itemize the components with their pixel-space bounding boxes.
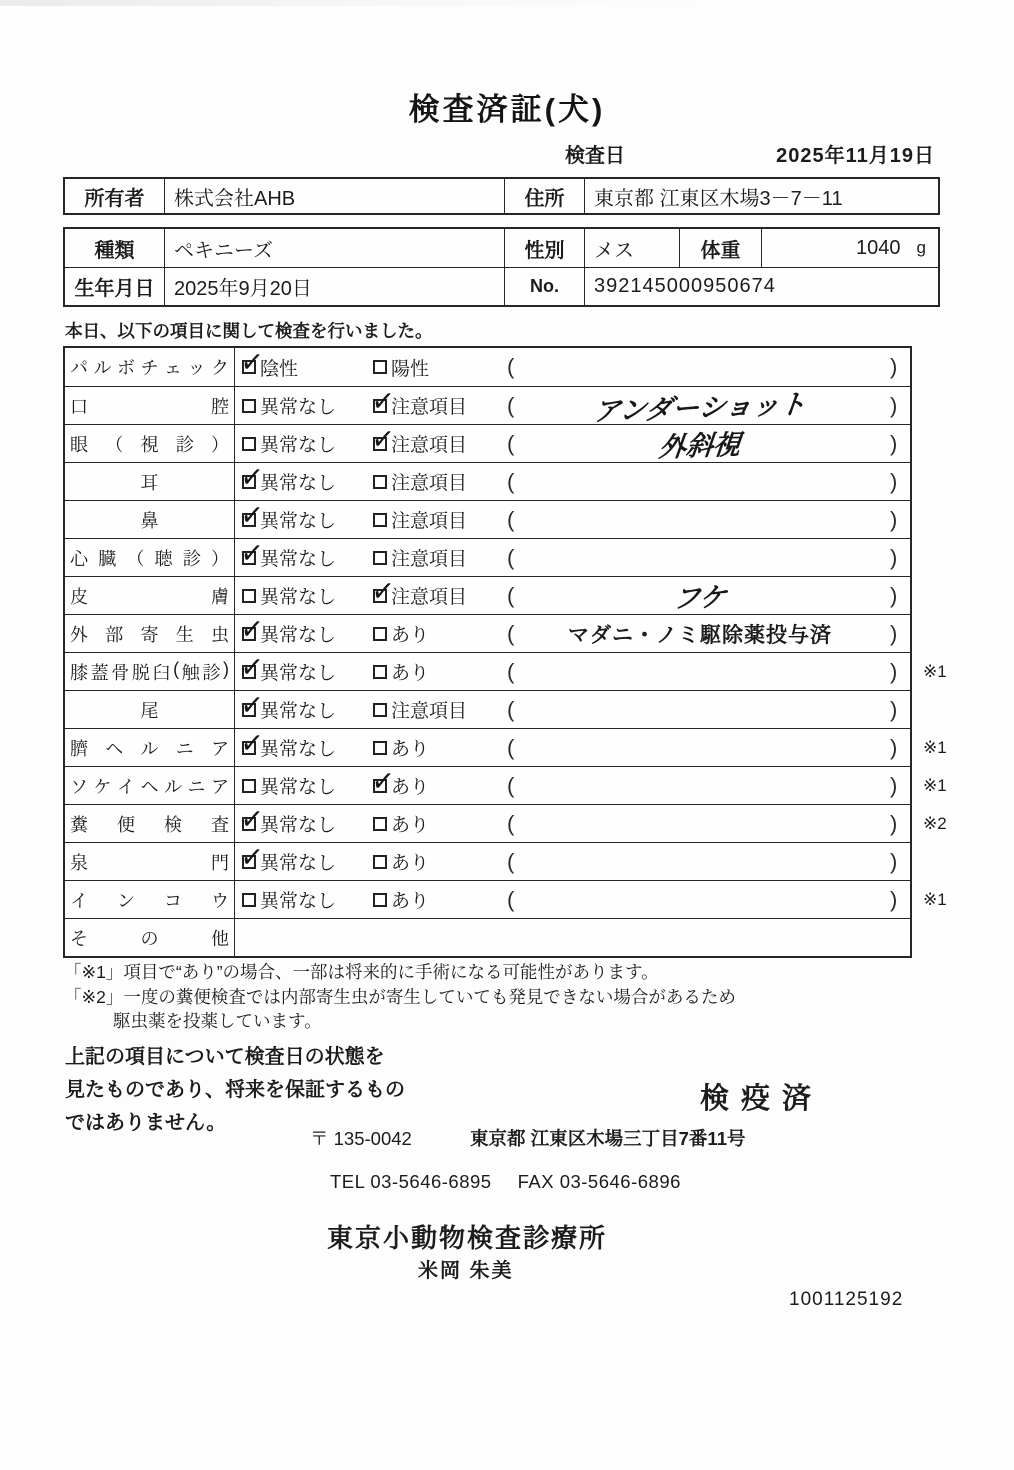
checkbox-icon — [242, 665, 256, 679]
checkbox-icon — [242, 741, 256, 755]
open-paren: ( — [507, 697, 515, 722]
close-paren: ) — [890, 621, 898, 646]
option-2-label: 注意項目 — [391, 473, 468, 494]
row-note: フケ — [671, 582, 728, 615]
row-footnote-mark: ※1 — [923, 890, 947, 909]
option-2-label: 注意項目 — [391, 701, 468, 722]
checklist-row-body — [235, 463, 910, 500]
clinic-name: 東京小動物検査診療所 — [327, 1223, 608, 1253]
owner-value: 株式会社AHB — [165, 179, 505, 213]
close-paren: ) — [890, 697, 898, 722]
row-footnote-mark: ※2 — [923, 814, 947, 833]
option-1-label: 異常なし — [260, 853, 337, 874]
row-note — [520, 653, 880, 690]
option-1 — [242, 767, 336, 804]
option-1 — [242, 805, 336, 842]
checkbox-icon — [373, 360, 387, 374]
weight-value: 1040 — [856, 236, 901, 259]
checklist-row — [65, 652, 947, 690]
checklist-row — [65, 728, 947, 766]
option-2-label: 注意項目 — [391, 587, 468, 608]
checkbox-icon — [242, 437, 256, 451]
option-2-label: あり — [391, 739, 430, 760]
inspection-date-value: 2025年11月19日 — [776, 145, 935, 167]
checklist-row-label-cell — [65, 387, 235, 424]
option-1 — [242, 501, 336, 538]
checklist-row-label-cell — [65, 425, 235, 462]
weight-unit: g — [916, 238, 926, 257]
row-footnote-mark: ※1 — [923, 776, 947, 795]
option-1 — [242, 881, 336, 918]
checklist-row — [65, 386, 910, 427]
checklist-row-label-cell — [65, 348, 235, 386]
option-1 — [242, 577, 336, 614]
option-2-label: あり — [391, 663, 430, 684]
checklist-row-label: 臍 ヘ ル ニ ア — [70, 738, 229, 759]
close-paren: ) — [890, 659, 898, 684]
row-footnote-mark: ※1 — [923, 662, 947, 681]
option-1-label: 異常なし — [260, 473, 337, 494]
checklist-row-label: ソ ケ イ ヘ ル ニ ア — [70, 776, 229, 797]
checklist-row-label: 尾 — [140, 700, 159, 721]
checklist-row-body — [235, 539, 910, 576]
row-note — [520, 767, 880, 804]
option-1-label: 陰性 — [260, 358, 299, 380]
checkbox-icon — [242, 893, 256, 907]
checklist-row-label-cell — [65, 463, 235, 500]
checklist-row-label-cell — [65, 805, 235, 842]
checklist-row-label: 泉 門 — [70, 852, 229, 873]
option-1-label: 異常なし — [260, 663, 337, 684]
owner-table — [63, 177, 940, 215]
checklist-row-label-cell — [65, 653, 235, 690]
close-paren: ) — [890, 354, 898, 379]
row-note — [520, 348, 880, 386]
checklist-row-label-cell — [65, 843, 235, 880]
option-1 — [242, 729, 336, 766]
option-2 — [373, 577, 467, 614]
checklist-row-label: 眼 （ 視 診 ） — [70, 434, 229, 455]
sex-value: メス — [585, 229, 680, 267]
no-label: No. — [505, 268, 585, 305]
page-title: 検査済証(犬) — [408, 92, 606, 127]
checkbox-icon — [242, 551, 256, 565]
checklist-row-body — [235, 729, 947, 766]
option-2 — [373, 463, 467, 500]
breed-value: ペキニーズ — [165, 229, 505, 267]
clinic-fax: FAX 03-5646-6896 — [517, 1171, 681, 1192]
sex-label: 性別 — [505, 229, 585, 267]
checklist-row — [65, 690, 910, 728]
checklist-row-body — [235, 615, 910, 652]
close-paren: ) — [890, 545, 898, 570]
birth-value: 2025年9月20日 — [165, 268, 505, 305]
option-2 — [373, 425, 467, 462]
option-1-label: 異常なし — [260, 891, 337, 912]
checkbox-icon — [242, 703, 256, 717]
option-1-label: 異常なし — [260, 815, 337, 836]
checklist-row-label: 口 腔 — [70, 396, 229, 417]
checkbox-icon — [242, 513, 256, 527]
close-paren: ) — [890, 773, 898, 798]
checklist-row-label: 心 臓 （ 聴 診 ） — [70, 548, 229, 569]
option-1-label: 異常なし — [260, 549, 337, 570]
checklist-row-body — [235, 843, 910, 880]
option-1 — [242, 348, 298, 386]
checklist-row-label: イ ン コ ウ — [70, 890, 229, 911]
option-2 — [373, 539, 467, 576]
option-1-label: 異常なし — [260, 625, 337, 646]
address-value: 東京都 江東区木場3－7－11 — [594, 187, 843, 210]
checklist-row-label-cell — [65, 729, 235, 766]
option-1-label: 異常なし — [260, 397, 337, 418]
checkbox-icon — [373, 551, 387, 565]
checkbox-icon — [373, 855, 387, 869]
checklist-row — [65, 424, 910, 462]
checklist-row-body — [235, 425, 910, 462]
checklist-row-label-cell — [65, 577, 235, 614]
option-2-label: 注意項目 — [391, 511, 468, 532]
checklist-row-body — [235, 881, 947, 918]
close-paren: ) — [890, 507, 898, 532]
weight-value-cell — [762, 229, 938, 267]
option-2-label: 注意項目 — [391, 397, 468, 418]
checklist-row-body — [235, 919, 910, 956]
checklist-row — [65, 804, 947, 842]
option-2 — [373, 843, 429, 880]
option-2 — [373, 881, 429, 918]
checkbox-icon — [373, 589, 387, 603]
checkbox-icon — [242, 817, 256, 831]
row-note — [520, 805, 880, 842]
row-note — [520, 463, 880, 500]
option-1 — [242, 615, 336, 652]
option-2 — [373, 348, 429, 386]
info-table — [63, 227, 940, 307]
open-paren: ( — [507, 811, 515, 836]
info-row-2 — [65, 267, 938, 305]
option-2 — [373, 691, 467, 728]
option-1 — [242, 387, 336, 424]
disclaimer-line-2: 見たものであり、将来を保証するもの — [65, 1079, 405, 1101]
option-2-label: あり — [391, 853, 430, 874]
open-paren: ( — [507, 354, 515, 379]
checklist-row — [65, 500, 910, 538]
checkbox-icon — [242, 360, 256, 374]
option-2-label: あり — [391, 891, 430, 912]
intro-note: 本日、以下の項目に関して検査を行いました。 — [65, 321, 433, 341]
row-note — [520, 881, 880, 918]
open-paren: ( — [507, 583, 515, 608]
open-paren: ( — [507, 659, 515, 684]
checklist-row — [65, 614, 910, 652]
checklist-row-label-cell — [65, 919, 235, 956]
address-label: 住所 — [505, 179, 585, 213]
checklist-row-label-cell — [65, 691, 235, 728]
checklist-row — [65, 462, 910, 500]
option-1-label: 異常なし — [260, 701, 337, 722]
disclaimer-line-3: ではありません。 — [65, 1112, 227, 1134]
checkbox-icon — [373, 741, 387, 755]
checkbox-icon — [242, 627, 256, 641]
option-2-label: 注意項目 — [391, 435, 468, 456]
option-1 — [242, 425, 336, 462]
checkbox-icon — [242, 475, 256, 489]
checklist-row-label-cell — [65, 767, 235, 804]
checkbox-icon — [373, 399, 387, 413]
option-2-label: あり — [391, 815, 430, 836]
checklist-row-body — [235, 805, 947, 842]
breed-label: 種類 — [65, 229, 165, 267]
option-2 — [373, 387, 467, 424]
checklist-row — [65, 842, 910, 880]
option-1-label: 異常なし — [260, 587, 337, 608]
close-paren: ) — [890, 887, 898, 912]
footnote-1: 「※1」項目で“あり”の場合、一部は将来的に手術になる可能性があります。 — [64, 962, 659, 982]
checklist-row-label: そ の 他 — [70, 928, 229, 949]
checklist-row-label: 糞 便 検 査 — [70, 814, 229, 835]
checklist-row-body — [235, 691, 910, 728]
checklist-row-label: パ ル ボ チ ェ ッ ク — [70, 358, 229, 378]
checkbox-icon — [373, 627, 387, 641]
checklist-row-label: 皮 膚 — [70, 586, 229, 607]
open-paren: ( — [507, 507, 515, 532]
checkbox-icon — [373, 703, 387, 717]
checkbox-icon — [373, 475, 387, 489]
checklist-row-label: 膝 蓋 骨 脱 臼 ( 触 診 ) — [70, 658, 229, 683]
option-1 — [242, 843, 336, 880]
clinic-tel-fax — [330, 1171, 681, 1193]
option-1 — [242, 539, 336, 576]
row-note — [520, 539, 880, 576]
clinic-postal-code: 〒 135-0042 — [310, 1128, 412, 1149]
quarantine-stamp: 検疫済 — [700, 1083, 824, 1115]
inspection-date-label: 検査日 — [565, 145, 625, 167]
option-2 — [373, 501, 467, 538]
checkbox-icon — [373, 817, 387, 831]
close-paren: ) — [890, 811, 898, 836]
option-2 — [373, 615, 429, 652]
checklist-row-body — [235, 767, 947, 804]
no-value: 392145000950674 — [594, 275, 776, 297]
owner-row — [65, 179, 938, 213]
close-paren: ) — [890, 469, 898, 494]
checklist-row-label: 耳 — [140, 472, 159, 493]
checkbox-icon — [373, 665, 387, 679]
open-paren: ( — [507, 773, 515, 798]
open-paren: ( — [507, 431, 515, 456]
footnote-2-line1: 「※2」一度の糞便検査では内部寄生虫が寄生していても発見できない場合があるため — [64, 987, 736, 1007]
close-paren: ) — [890, 393, 898, 418]
checklist-table — [63, 346, 947, 958]
footnote-2-line2: 駆虫薬を投薬しています。 — [113, 1011, 322, 1031]
close-paren: ) — [890, 583, 898, 608]
checklist-row — [65, 538, 910, 576]
weight-label: 体重 — [680, 229, 762, 267]
checklist-row — [65, 918, 910, 956]
checklist-row — [65, 880, 947, 918]
option-2-label: あり — [391, 625, 430, 646]
option-1-label: 異常なし — [260, 511, 337, 532]
info-row-1 — [65, 229, 938, 267]
disclaimer-line-1: 上記の項目について検査日の状態を — [65, 1046, 385, 1068]
birth-label: 生年月日 — [65, 268, 165, 305]
open-paren: ( — [507, 735, 515, 760]
checklist-row-label-cell — [65, 881, 235, 918]
checklist-row-body — [235, 387, 910, 427]
scan-artifact — [0, 0, 1014, 6]
checkbox-icon — [373, 893, 387, 907]
checklist-row-body — [235, 653, 947, 690]
open-paren: ( — [507, 545, 515, 570]
option-1-label: 異常なし — [260, 777, 337, 798]
option-2 — [373, 653, 429, 690]
checklist-row — [65, 766, 947, 804]
option-2-label: あり — [391, 777, 430, 798]
clinic-address: 東京都 江東区木場三丁目7番11号 — [470, 1128, 746, 1149]
row-note — [520, 729, 880, 766]
checkbox-icon — [242, 779, 256, 793]
open-paren: ( — [507, 887, 515, 912]
option-1 — [242, 653, 336, 690]
checkbox-icon — [242, 399, 256, 413]
row-note: アンダーショット — [591, 389, 808, 427]
option-2-label: 陽性 — [391, 358, 430, 380]
close-paren: ) — [890, 735, 898, 760]
checkbox-icon — [373, 437, 387, 451]
row-footnote-mark: ※1 — [923, 738, 947, 757]
checklist-row-label-cell — [65, 615, 235, 652]
checkbox-icon — [373, 513, 387, 527]
option-2 — [373, 805, 429, 842]
checklist-row — [65, 576, 910, 614]
row-note: マダニ・ノミ駆除薬投与済 — [568, 623, 832, 647]
option-2-label: 注意項目 — [391, 549, 468, 570]
checklist-row-body — [235, 348, 910, 386]
checklist-row-label: 外 部 寄 生 虫 — [70, 624, 229, 645]
row-note — [520, 501, 880, 538]
checklist-row-body — [235, 501, 910, 538]
close-paren: ) — [890, 431, 898, 456]
row-note — [520, 691, 880, 728]
checklist-row-label-cell — [65, 501, 235, 538]
option-1 — [242, 463, 336, 500]
examiner-name: 米岡 朱美 — [418, 1260, 514, 1282]
checklist-row-body — [235, 577, 910, 614]
option-1-label: 異常なし — [260, 435, 337, 456]
clinic-tel: TEL 03-5646-6895 — [330, 1171, 492, 1192]
close-paren: ) — [890, 849, 898, 874]
option-1-label: 異常なし — [260, 739, 337, 760]
checklist-row-label-cell — [65, 539, 235, 576]
open-paren: ( — [507, 621, 515, 646]
row-note: 外斜視 — [657, 429, 742, 463]
document-number: 1001125192 — [789, 1289, 904, 1310]
open-paren: ( — [507, 469, 515, 494]
option-2 — [373, 767, 429, 804]
checkbox-icon — [242, 855, 256, 869]
option-2 — [373, 729, 429, 766]
row-note — [520, 843, 880, 880]
option-1 — [242, 691, 336, 728]
checklist-row-label: 鼻 — [140, 510, 159, 531]
checkbox-icon — [242, 589, 256, 603]
checklist-row — [65, 348, 910, 386]
owner-label: 所有者 — [65, 179, 165, 213]
checkbox-icon — [373, 779, 387, 793]
open-paren: ( — [507, 849, 515, 874]
open-paren: ( — [507, 393, 515, 418]
